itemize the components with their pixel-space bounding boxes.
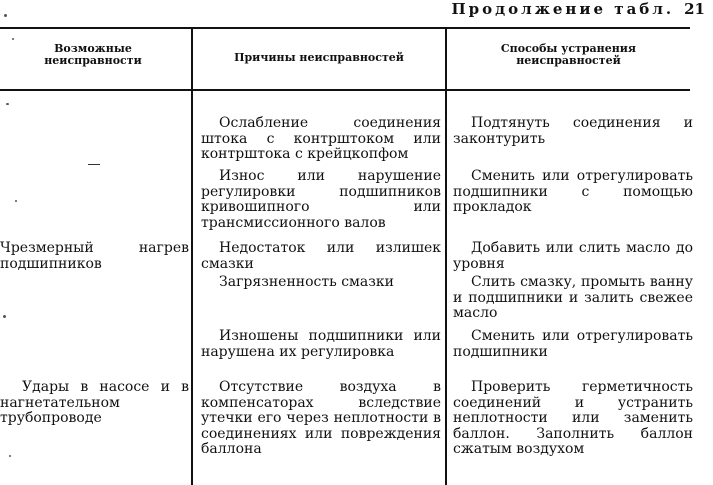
table-continuation-caption [452,0,706,18]
cause-bearing-wear: Износ или нарушение регулировки подшипников кривошипного или трансмиссионного валов [201,168,441,231]
remedy-drain-flush-refill: Слить смазку, промыть ванну и подшипники и залить свежее масло [453,274,693,321]
fault-knocks-in-pump: Удары в насосе и в нагнетательном трубопроводе [0,379,189,426]
scan-speck [6,103,9,105]
scan-speck [3,315,6,318]
header-bottom-rule [0,89,690,91]
header-fault-causes: Причины неисправностей [234,51,404,64]
column-divider-1 [191,27,193,485]
remedy-replace-adjust-bearings-shims: Сменить или отрегулировать подшипники с помощью прокладок [453,168,693,215]
header-possible-faults: Возможные неисправности [44,42,142,67]
remedy-add-drain-oil: Добавить или слить масло до уровня [453,240,693,272]
cause-worn-bearings: Изношены подшипники или нарушена их регулировка [201,328,441,360]
cause-lubricant-amount: Недостаток или излишек смазки [201,240,441,272]
scan-speck [9,455,11,457]
scan-speck [4,14,7,17]
caption-label: Продолжение табл. [451,0,675,18]
cause-no-air-in-compensators: Отсутствие воздуха в компенсаторах вследствие утечки его через неплотности в соединениях или повреждения баллона [201,379,441,457]
scan-speck [12,38,14,40]
header-remedies: Способы устранения неисправностей [500,42,637,67]
table-number: 21 [684,0,705,18]
scan-speck [15,200,17,202]
header-top-rule [0,27,690,29]
remedy-tighten-connections: Подтянуть соединения и законтурить [453,115,693,147]
cause-loose-rod-connection: Ослабление соединения штока с контрштоком или контрштока с крейцкопфом [201,115,441,162]
fault-overheating-bearings: Чрезмерный нагрев подшипников [0,240,189,272]
row-separator-dash [88,164,100,165]
remedy-replace-adjust-bearings: Сменить или отрегулировать подшипники [453,328,693,360]
remedy-check-seal-refill-balloon: Проверить герметичность соединений и устранить неплотности или заменить баллон. Заполнить баллон сжатым воздухом [453,379,693,457]
column-divider-2 [445,27,447,485]
cause-dirty-lubricant: Загрязненность смазки [219,274,394,290]
